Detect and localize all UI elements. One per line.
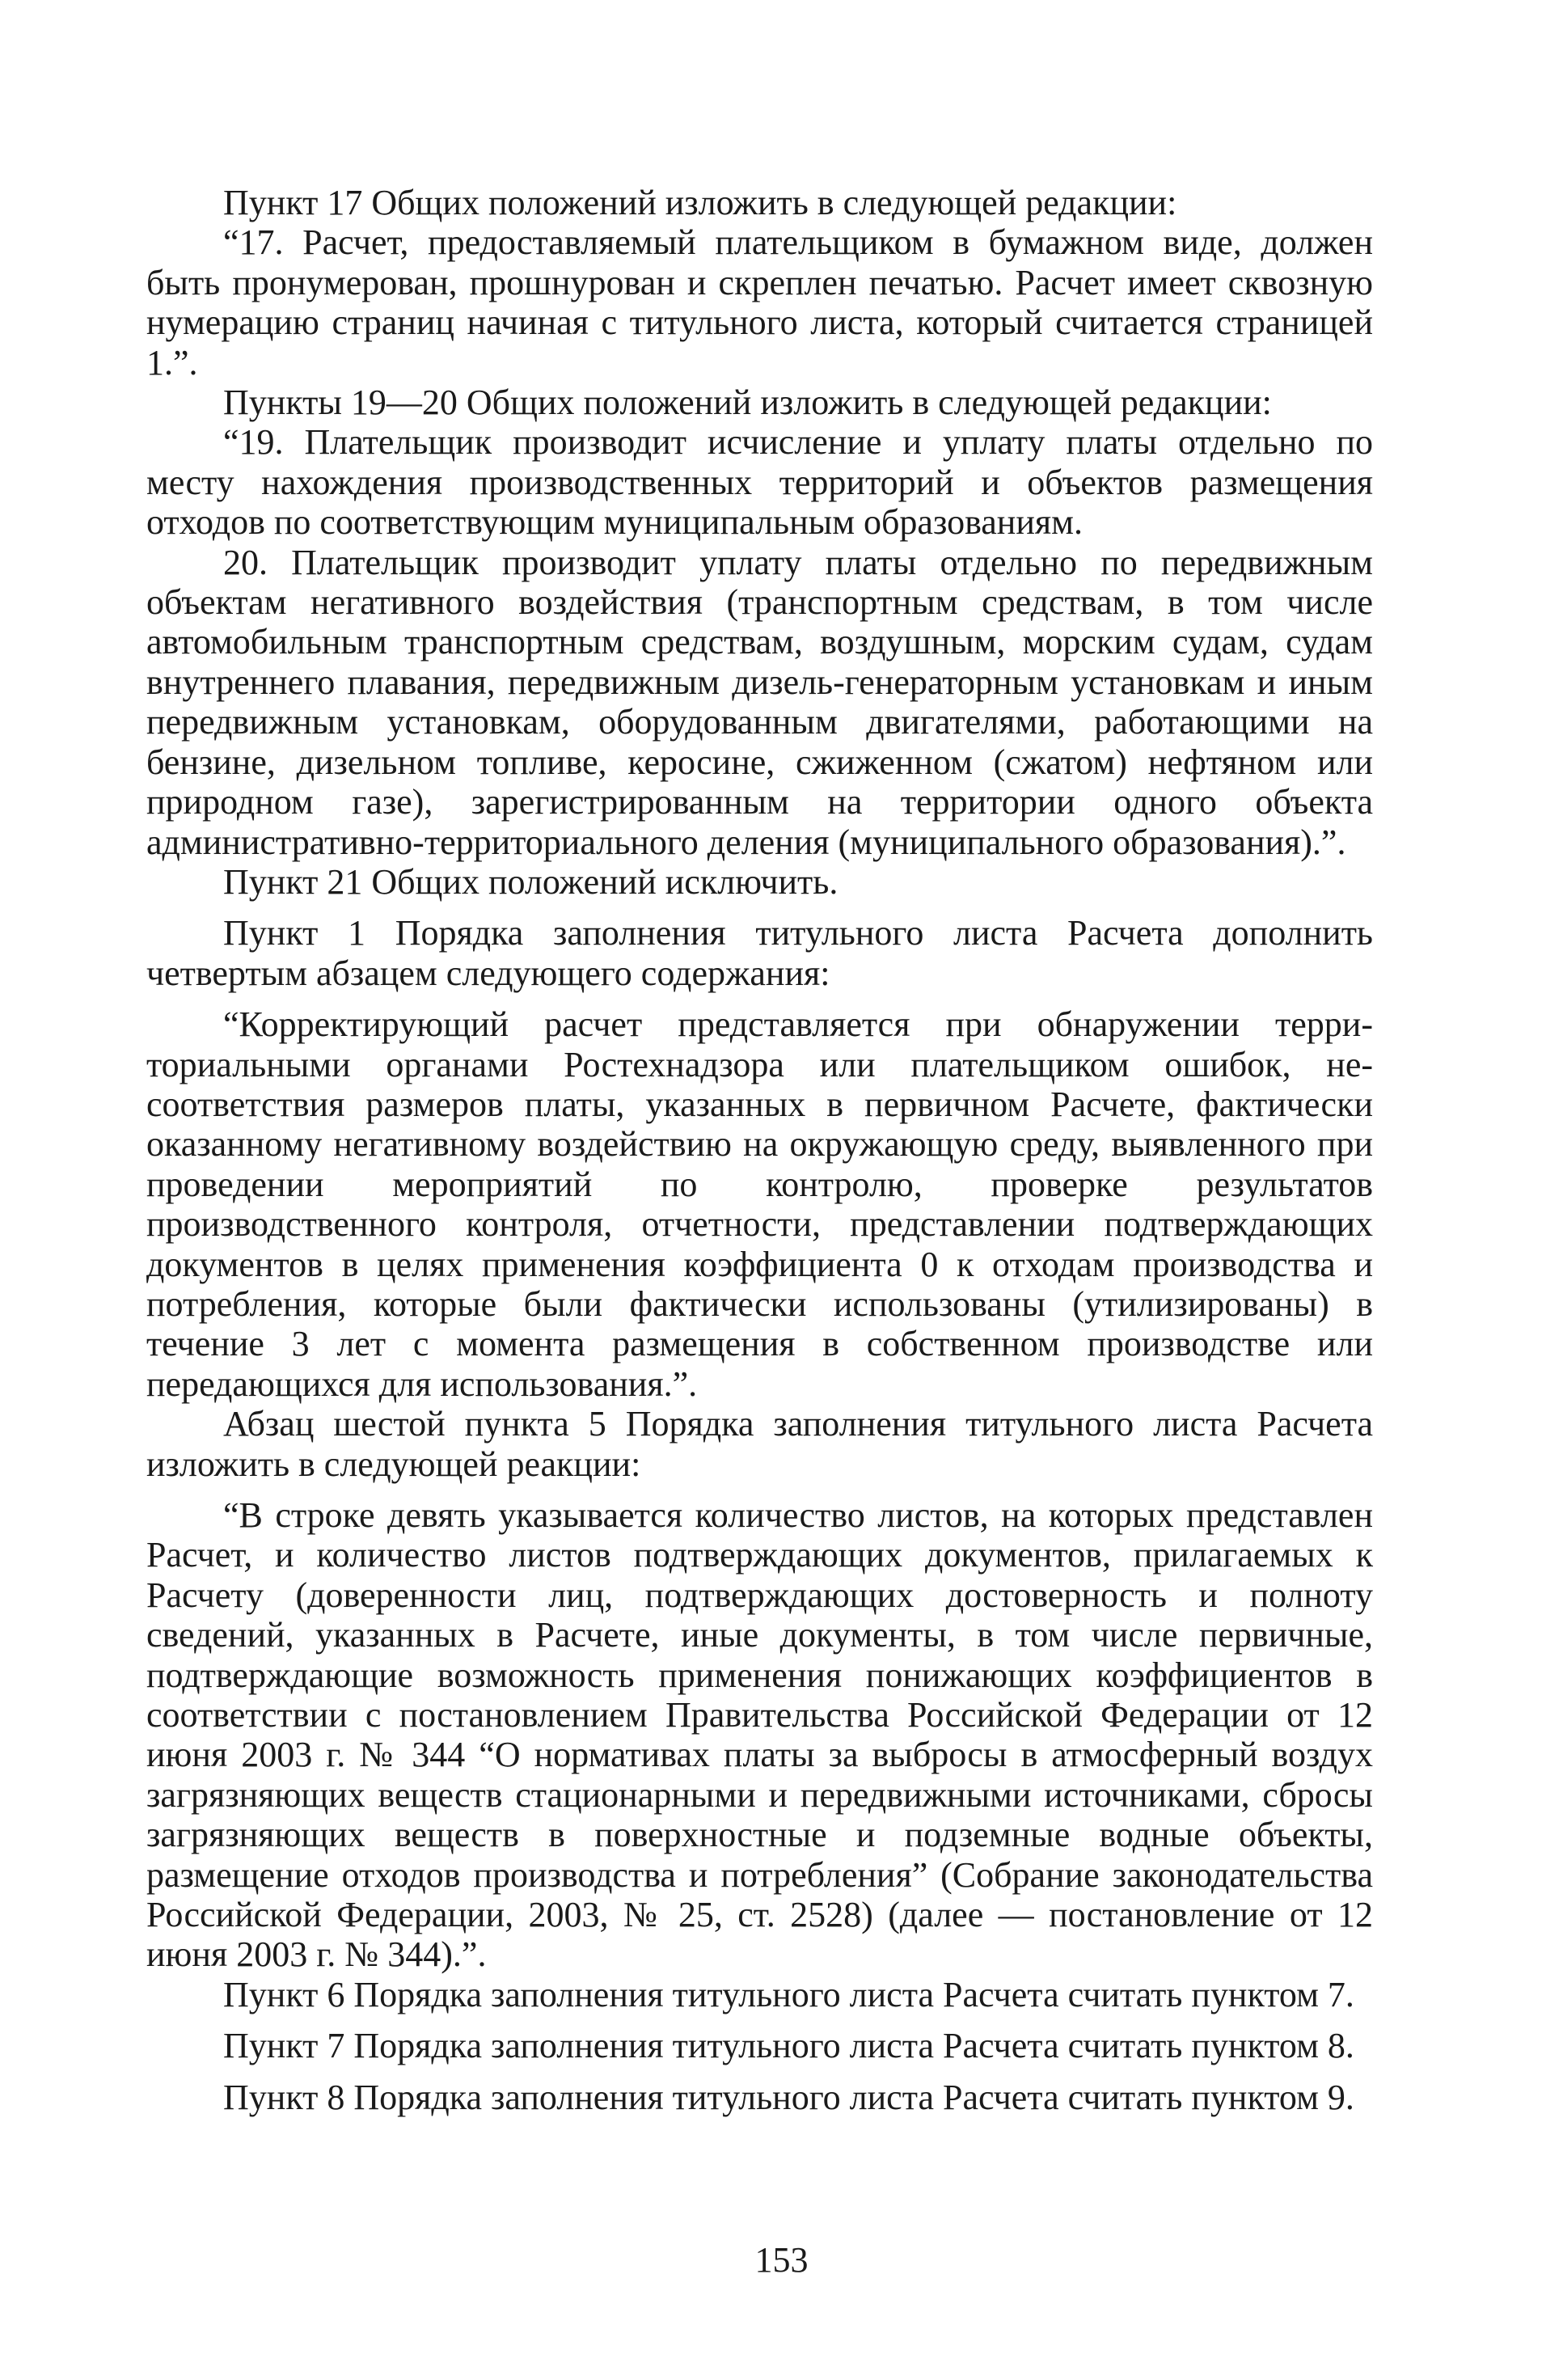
paragraph-title-point-1-intro: Пункт 1 Порядка заполнения титульного листа Расчета дополнить четвертым абзацем следующего содержания: [146,913,1373,993]
paragraph-points-19-20-intro: Пункты 19—20 Общих положений изложить в следующей редакции: [223,383,1272,423]
page-body [146,183,1373,2117]
paragraph-point-21-excluded: Пункт 21 Общих положений исключить. [223,861,839,902]
paragraph-point-8-renumber: Пункт 8 Порядка заполнения титульного листа Расчета считать пунктом 9. [223,2077,1354,2117]
paragraph-line-nine-text: “В строке девять указывается количество листов, на которых представлен Расчет, и количество листов подтверждающих документов, прилагаемых к Расчету (доверенности лиц, подтверждающих достоверность и полноту сведений, указанных в Расчете, иные документы, в том числе первичные, подтверждающие возможность применения понижающих коэффициентов в соответствии с постановлением Правительства Российской Федерации от 12 июня 2003 г. № 344 “О нормативах платы за выбросы в атмосферный воздух загрязняющих веществ стационарными и передвижными источниками, сбросы загрязняющих веществ в поверхностные и подземные водные объекты, размещение отходов производства и потребления” (Собрание законодательства Российской Федерации, 2003, № 25, ст. 2528) (далее — постановление от 12 июня 2003 г. № 344).”. [146,1495,1373,1975]
paragraph-point-17-intro: Пункт 17 Общих положений изложить в следующей редакции: [223,183,1177,222]
paragraph-point-7-renumber: Пункт 7 Порядка заполнения титульного листа Расчета считать пунктом 8. [223,2026,1354,2066]
paragraph-point-17-text: “17. Расчет, предоставляемый плательщиком в бумажном виде, должен быть пронумерован, прошнурован и скреплен печатью. Расчет имеет сквозную нумерацию страниц начиная с титульного листа, который считается страницей 1.”. [146,222,1373,383]
paragraph-point-19-text: “19. Плательщик производит исчисление и уплату платы отдельно по месту нахождения производственных территорий и объектов размещения отходов по соответствующим муниципальным образованиям. [146,422,1373,543]
page-number: 153 [754,2240,809,2280]
paragraph-point-20-text: 20. Плательщик производит уплату платы отдельно по передвижным объектам негативного воздействия (транспортным средствам, в том числе автомобильным транспортным средствам, воздушным, морским судам, судам внутреннего плавания, передвижным дизель-генераторным установкам и иным передвижным установкам, оборудованным двигателями, работающими на бензине, дизельном топливе, керосине, сжиженном (сжатом) нефтяном или природном газе), зарегистрированным на территории одного объекта административно-территориального деления (муниципального образования).”. [146,542,1373,862]
paragraph-point-6-renumber: Пункт 6 Порядка заполнения титульного листа Расчета считать пунктом 7. [223,1974,1354,2014]
paragraph-corrective-calculation: “Корректирующий расчет представляется при обнаружении территориальными органами Ростехнадзора или плательщиком ошибок, несоответствия размеров платы, указанных в первичном Расчете, фактически оказанному негативному воздействию на окружающую среду, выявленного при проведении мероприятий по контролю, проверке результатов производственного контроля, отчетности, представлении подтверждающих документов в целях применения коэффициента 0 к отходам производства и потребления, которые были фактически использованы (утилизированы) в течение 3 лет с момента размещения в собственном производстве или передающихся для использования.”. [146,1004,1373,1404]
paragraph-point-5-intro: Абзац шестой пункта 5 Порядка заполнения титульного листа Расчета изложить в следующей реакции: [146,1404,1373,1484]
